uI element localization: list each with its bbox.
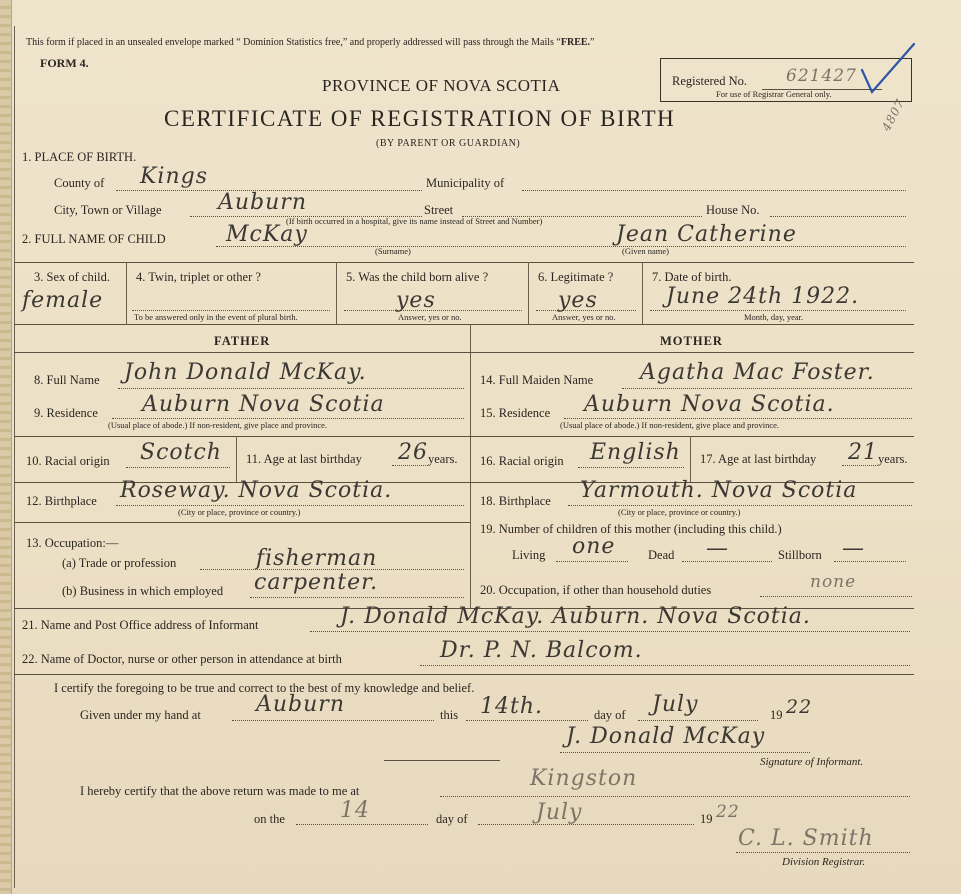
stillborn-value: — [842,536,865,561]
row-top-rule [14,262,914,263]
mother-residence-value: Auburn Nova Scotia. [584,392,835,417]
born-alive-label: 5. Was the child born alive ? [346,270,489,284]
stillborn-line [834,561,906,562]
living-line [556,561,628,562]
birth-date-label: 7. Date of birth. [652,270,732,284]
separator-rule [384,760,500,761]
child-given-name: Jean Catherine [616,222,797,247]
father-name-value: John Donald McKay. [124,360,367,385]
residence-rule [14,436,914,437]
given-name-caption: (Given name) [622,246,669,256]
twin-line [132,310,330,311]
street-label: Street [424,203,454,217]
col-divider-1 [126,262,127,324]
registrar-day-line [296,824,428,825]
division-registrar-label: Division Registrar. [782,856,866,868]
mother-racial-label: 16. Racial origin [480,454,564,468]
given-place-line [232,720,434,721]
stillborn-label: Stillborn [778,548,822,562]
children-label: 19. Number of children of this mother (including this child.) [480,522,782,536]
birth-date-note: Month, day, year. [744,312,804,322]
child-surname: McKay [226,222,308,247]
father-racial-value: Scotch [140,440,222,465]
hospital-note: (If birth occurred in a hospital, give its name instead of Street and Number) [286,216,543,226]
mother-age-value: 21 [848,440,878,465]
father-heading: FATHER [214,334,271,348]
doctor-label: 22. Name of Doctor, nurse or other person in attendance at birth [22,652,342,666]
place-of-birth-heading: 1. PLACE OF BIRTH. [22,150,137,164]
perforated-edge [0,0,12,894]
on-the-label: on the [254,812,285,826]
child-name-label: 2. FULL NAME OF CHILD [22,232,166,246]
father-birthplace-line [116,505,464,506]
certify-month-line [638,720,758,721]
informant-label: 21. Name and Post Office address of Informant [22,618,259,632]
legitimate-value: yes [558,288,598,313]
father-name-label: 8. Full Name [34,373,100,387]
occupation-label: 13. Occupation:— [26,536,119,550]
mother-occupation-line [760,596,912,597]
father-birthplace-value: Roseway. Nova Scotia. [120,478,393,503]
signature-of-informant-label: Signature of Informant. [760,756,864,768]
mother-birthplace-line [568,505,912,506]
municipality-label: Municipality of [426,176,505,190]
trade-label: (a) Trade or profession [62,556,177,570]
surname-caption: (Surname) [375,246,411,256]
father-racial-divider [236,436,237,482]
mother-occupation-value: none [810,572,857,592]
mother-birthplace-note: (City or place, province or country.) [618,507,741,517]
certify-day-line [466,720,588,721]
mother-racial-value: English [590,440,681,465]
city-label: City, Town or Village [54,203,162,217]
county-value: Kings [140,164,209,189]
father-residence-label: 9. Residence [34,406,98,420]
child-name-line [216,246,906,247]
mother-racial-divider [690,436,691,482]
twin-note: To be answered only in the event of plural birth. [134,312,298,322]
business-value: carpenter. [254,570,379,595]
registrar-signature: C. L. Smith [738,826,874,851]
father-age-value: 26 [398,440,428,465]
informant-signature-line [560,752,810,753]
dead-label: Dead [648,548,675,562]
doctor-line [420,665,910,666]
certify-year-suffix: 22 [786,696,813,718]
father-birthplace-label: 12. Birthplace [26,494,97,508]
mother-birthplace-label: 18. Birthplace [480,494,551,508]
born-alive-value: yes [396,288,436,313]
father-years-label: years. [428,452,458,466]
mother-name-label: 14. Full Maiden Name [480,373,594,387]
legitimate-line [536,310,636,311]
father-residence-note: (Usual place of abode.) If non-resident, give place and province. [108,420,328,430]
registrar-place-line [440,796,910,797]
checkmark-icon [848,40,918,100]
registrar-year-suffix: 22 [716,802,740,822]
legitimate-label: 6. Legitimate ? [538,270,614,284]
certify-day-of-label: day of [594,708,626,722]
parent-divider [470,324,471,608]
given-under-label: Given under my hand at [80,708,201,722]
given-place-value: Auburn [256,692,345,717]
mother-age-line [842,465,878,466]
registrar-day-of-label: day of [436,812,468,826]
twin-label: 4. Twin, triplet or other ? [136,270,261,284]
father-residence-line [112,418,464,419]
certify-month-value: July [652,692,699,717]
registrar-place-value: Kingston [530,766,638,791]
notice-free: FREE. [560,37,591,48]
this-label: this [440,708,459,722]
father-birthplace-rule [14,522,470,523]
mother-occupation-label: 20. Occupation, if other than household duties [480,583,712,597]
mother-years-label: years. [878,452,908,466]
mailing-notice [26,37,594,48]
living-label: Living [512,548,546,562]
doctor-value: Dr. P. N. Balcom. [440,638,643,663]
father-age-label: 11. Age at last birthday [246,452,362,466]
certification-rule [14,674,914,675]
registrar-month-line [478,824,694,825]
mother-name-value: Agatha Mac Foster. [640,360,875,385]
father-age-line [392,465,428,466]
informant-line [310,631,910,632]
certify-year-prefix: 19 [770,708,783,722]
col-divider-2 [336,262,337,324]
col-divider-4 [642,262,643,324]
mother-residence-line [564,418,912,419]
mother-racial-line [578,467,684,468]
legitimate-note: Answer, yes or no. [552,312,616,322]
registrar-signature-line [736,852,910,853]
province-title: PROVINCE OF NOVA SCOTIA [322,76,561,95]
house-no-line [770,216,906,217]
informant-value: J. Donald McKay. Auburn. Nova Scotia. [340,604,811,629]
father-racial-line [126,467,230,468]
born-alive-line [344,310,522,311]
birth-date-value: June 24th 1922. [666,284,860,309]
certify-statement: I certify the foregoing to be true and correct to the best of my knowledge and belief. [54,681,475,695]
notice-text: This form if placed in an unsealed envelope marked “ Dominion Statistics free,” and properly addressed will pass through the Mails “ [26,37,561,48]
page-subtitle: (BY PARENT OR GUARDIAN) [376,138,521,149]
father-racial-label: 10. Racial origin [26,454,110,468]
row-bottom-rule [14,324,914,325]
mother-name-line [622,388,912,389]
father-name-line [118,388,464,389]
business-label: (b) Business in which employed [62,584,224,598]
dead-value: — [706,536,729,561]
mother-heading: MOTHER [660,334,723,348]
registrar-general-note: For use of Registrar General only. [716,89,832,99]
mother-residence-note: (Usual place of abode.) If non-resident, give place and province. [560,420,780,430]
col-divider-3 [528,262,529,324]
city-value: Auburn [218,190,307,215]
registrar-month-value: July [536,800,583,825]
informant-signature: J. Donald McKay [566,724,766,749]
mother-residence-label: 15. Residence [480,406,551,420]
municipality-line [522,190,906,191]
certify-day-value: 14th. [480,694,543,719]
page-title: CERTIFICATE OF REGISTRATION OF BIRTH [164,106,676,131]
living-value: one [572,534,616,559]
dead-line [682,561,772,562]
business-line [250,597,464,598]
father-birthplace-note: (City or place, province or country.) [178,507,301,517]
born-alive-note: Answer, yes or no. [398,312,462,322]
margin-mark: 4807 [878,96,908,134]
form-number: FORM 4. [40,56,89,70]
mother-birthplace-value: Yarmouth. Nova Scotia [580,478,858,503]
notice-quote: ” [590,37,595,48]
county-label: County of [54,176,105,190]
heading-rule [14,352,914,353]
registrar-statement: I hereby certify that the above return was made to me at [80,784,360,798]
registrar-year-prefix: 19 [700,812,713,826]
trade-value: fisherman [256,546,378,571]
father-residence-value: Auburn Nova Scotia [142,392,385,417]
sex-label: 3. Sex of child. [34,270,111,284]
registered-no-label: Registered No. [672,74,747,88]
registrar-day-value: 14 [340,798,370,823]
mother-age-label: 17. Age at last birthday [700,452,817,466]
sex-value: female [22,288,104,313]
birth-date-line [650,310,906,311]
house-no-label: House No. [706,203,760,217]
registered-number: 621427 [786,66,857,86]
